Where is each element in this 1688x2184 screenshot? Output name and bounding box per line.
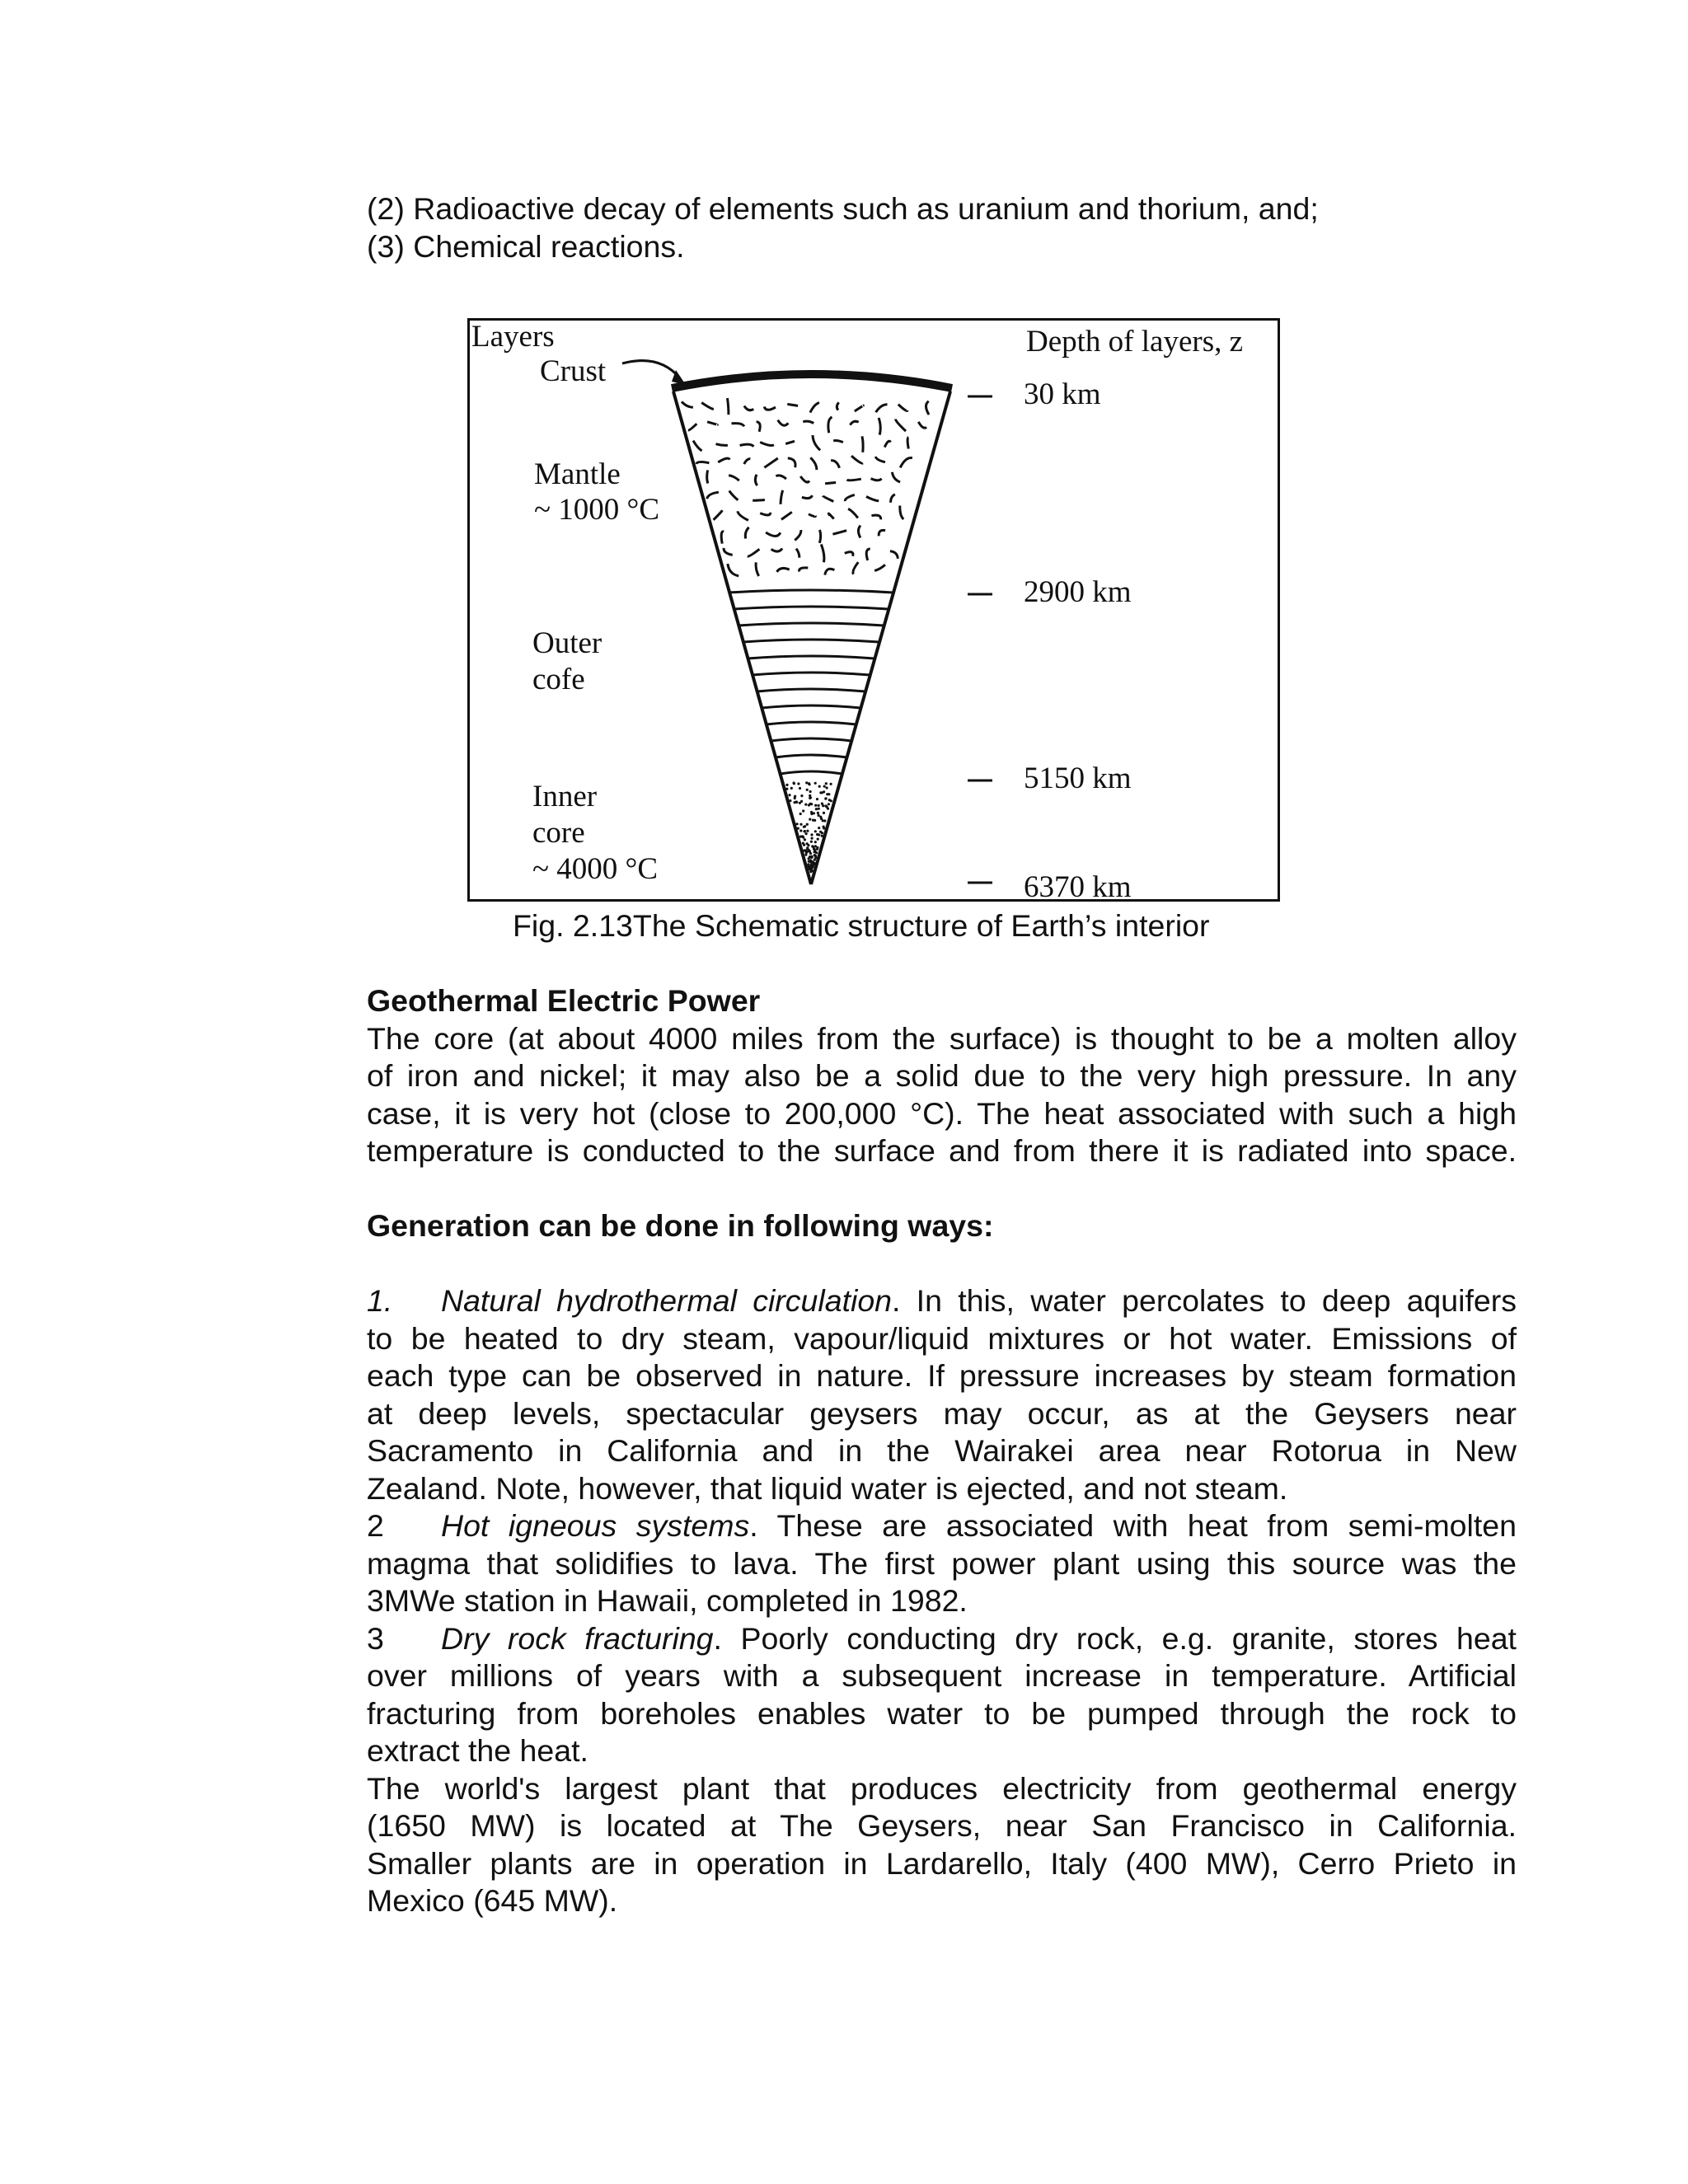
mantle-squiggle bbox=[764, 458, 777, 467]
item2-first-rest: . These are associated with heat from semi-molten bbox=[749, 1508, 1517, 1543]
inner-core-dot bbox=[810, 863, 813, 865]
inner-core-dot bbox=[823, 827, 825, 829]
inner-core-dot bbox=[814, 841, 817, 843]
inner-core-dot bbox=[794, 797, 796, 799]
cone-left-edge bbox=[673, 391, 811, 884]
inner-core-dot bbox=[814, 854, 816, 856]
item3-line-2: fracturing from boreholes enables water to be pumped through the rock to bbox=[367, 1695, 1517, 1731]
inner-core-dot bbox=[809, 803, 812, 805]
inner-core-dot bbox=[802, 842, 804, 845]
inner-core-dot bbox=[810, 841, 813, 843]
inner-core-dot bbox=[805, 851, 808, 854]
mantle-squiggle bbox=[833, 441, 843, 443]
inner-core-dot bbox=[799, 787, 801, 790]
mantle-squiggle bbox=[696, 462, 710, 463]
mantle-squiggle bbox=[831, 461, 839, 468]
depth-30: 30 km bbox=[1024, 377, 1101, 411]
mantle-squiggle bbox=[707, 422, 717, 425]
mantle-squiggle bbox=[771, 549, 783, 552]
mantle-squiggle bbox=[851, 456, 863, 463]
mantle-squiggle bbox=[744, 406, 753, 410]
mantle-squiggle bbox=[781, 490, 783, 504]
inner-core-dot bbox=[808, 857, 810, 860]
mantle-squiggle bbox=[813, 435, 820, 450]
depth-2900: 2900 km bbox=[1024, 575, 1132, 609]
inner-core-pattern bbox=[785, 781, 832, 873]
inner-core-dot bbox=[806, 789, 809, 791]
item1-first-line bbox=[367, 1282, 1517, 1320]
inner-core-dot bbox=[809, 794, 811, 797]
mantle-squiggle bbox=[855, 405, 864, 411]
mantle-squiggle bbox=[724, 548, 733, 555]
mantle-squiggle bbox=[871, 515, 880, 519]
mantle-squiggle bbox=[777, 568, 790, 571]
outer-core-label-1: Outer bbox=[532, 626, 603, 660]
outer-core-line bbox=[734, 607, 889, 609]
intro-line-1: (2) Radioactive decay of elements such as uranium and thorium, and; bbox=[367, 191, 1319, 226]
inner-core-dot bbox=[811, 845, 814, 847]
inner-core-dot bbox=[804, 804, 807, 806]
mantle-squiggle bbox=[900, 506, 904, 520]
item2-line-2: 3MWe station in Hawaii, completed in 1982. bbox=[367, 1583, 968, 1618]
mantle-squiggle bbox=[760, 513, 771, 515]
inner-core-dot bbox=[821, 832, 823, 834]
mantle-squiggle bbox=[707, 471, 708, 484]
inner-core-dot bbox=[818, 785, 821, 788]
section-generation-ways bbox=[367, 1207, 1517, 1920]
inner-core-dot bbox=[811, 856, 814, 859]
mantle-squiggle bbox=[847, 479, 861, 480]
outer-core-line bbox=[776, 755, 847, 757]
item3-first-rest: . Poorly conducting dry rock, e.g. granite, stores heat bbox=[713, 1620, 1517, 1656]
mantle-squiggle bbox=[753, 500, 765, 501]
section-geothermal-power bbox=[367, 982, 1517, 1170]
inner-core-dot bbox=[830, 783, 832, 785]
inner-core-dot bbox=[808, 782, 810, 785]
mantle-squiggle bbox=[890, 551, 898, 559]
inner-core-dot bbox=[785, 788, 788, 790]
inner-core-dot bbox=[809, 797, 811, 799]
inner-core-dot bbox=[821, 835, 823, 837]
mantle-squiggle bbox=[875, 457, 885, 462]
inner-core-dot bbox=[818, 804, 820, 807]
inner-core-dot bbox=[814, 804, 817, 807]
inner-core-dot bbox=[796, 823, 799, 825]
inner-core-dot bbox=[809, 868, 811, 870]
mantle-squiggle bbox=[810, 403, 819, 413]
mantle-squiggle bbox=[760, 443, 774, 446]
mantle-squiggle bbox=[832, 531, 846, 535]
mantle-squiggle bbox=[682, 401, 693, 407]
item3-line-3: extract the heat. bbox=[367, 1733, 588, 1768]
mantle-squiggle bbox=[837, 402, 838, 410]
item3-number: 3 bbox=[367, 1620, 384, 1656]
mantle-squiggle bbox=[892, 472, 900, 482]
mantle-squiggle bbox=[778, 420, 789, 426]
inner-core-temp-label: ~ 4000 °C bbox=[532, 852, 658, 886]
inner-core-dot bbox=[823, 819, 826, 822]
mantle-squiggle bbox=[918, 422, 926, 428]
mantle-squiggle bbox=[738, 511, 748, 520]
inner-core-dot bbox=[819, 816, 822, 818]
mantle-squiggle bbox=[688, 424, 696, 430]
section1-line-1: The core (at about 4000 miles from the surface) is thought to be a molten alloy bbox=[367, 1020, 1517, 1056]
mantle-squiggle bbox=[898, 405, 907, 411]
inner-core-dot bbox=[815, 808, 818, 810]
inner-core-dot bbox=[814, 851, 816, 853]
mantle-squiggle bbox=[740, 444, 754, 447]
inner-core-dot bbox=[814, 859, 816, 861]
inner-core-dot bbox=[803, 826, 805, 828]
mantle-squiggle bbox=[714, 510, 723, 520]
mantle-squiggle bbox=[718, 458, 729, 462]
mantle-squiggle bbox=[701, 403, 714, 410]
outer-core-line bbox=[757, 689, 865, 691]
mantle-squiggle bbox=[744, 459, 751, 464]
inner-core-dot bbox=[809, 818, 811, 821]
inner-core-dot bbox=[814, 819, 816, 822]
inner-core-dot bbox=[810, 811, 813, 813]
mantle-squiggle bbox=[785, 441, 795, 443]
crust-arrow bbox=[622, 361, 680, 378]
inner-core-dot bbox=[817, 838, 819, 841]
mantle-squiggle bbox=[728, 564, 738, 576]
mantle-squiggle bbox=[866, 549, 870, 560]
mantle-squiggle bbox=[776, 476, 786, 479]
crust-label: Crust bbox=[540, 354, 607, 388]
outer-core-line bbox=[767, 722, 856, 724]
inner-core-dot bbox=[785, 784, 788, 786]
crust-arc bbox=[672, 374, 952, 388]
mantle-squiggle bbox=[748, 549, 760, 556]
inner-core-dot bbox=[801, 835, 804, 837]
inner-core-dot bbox=[807, 863, 809, 865]
inner-core-dot bbox=[823, 785, 826, 788]
inner-core-dot bbox=[826, 786, 828, 789]
inner-core-dot bbox=[821, 803, 823, 805]
outer-core-line bbox=[748, 656, 874, 658]
inner-core-dot bbox=[828, 793, 830, 795]
mantle-squiggle bbox=[729, 491, 738, 500]
mantle-squiggle bbox=[756, 562, 759, 576]
mantle-squiggle bbox=[810, 457, 817, 470]
mantle-squiggle bbox=[729, 476, 739, 480]
mantle-squiggle bbox=[809, 514, 815, 517]
mantle-squiggle bbox=[732, 424, 744, 427]
mantle-squiggle bbox=[907, 438, 908, 449]
mantle-squiggle bbox=[871, 479, 882, 480]
mantle-squiggle bbox=[787, 404, 798, 405]
mantle-squiggle bbox=[795, 530, 801, 540]
mantle-squiggle bbox=[825, 483, 836, 484]
inner-core-dot bbox=[823, 790, 825, 793]
inner-core-dot bbox=[802, 809, 804, 812]
inner-core-dot bbox=[818, 808, 820, 810]
item1-line-5: Zealand. Note, however, that liquid water is ejected, and not steam. bbox=[367, 1470, 1288, 1506]
inner-core-dot bbox=[797, 782, 799, 785]
inner-core-dot bbox=[811, 837, 814, 840]
mantle-squiggle bbox=[862, 436, 863, 452]
mantle-squiggle bbox=[848, 509, 858, 518]
item1-line-1: to be heated to dry steam, vapour/liquid mixtures or hot water. Emissions of bbox=[367, 1320, 1517, 1356]
closing-line-1: The world's largest plant that produces electricity from geothermal energy bbox=[367, 1770, 1517, 1806]
inner-core-dot bbox=[804, 838, 806, 841]
mantle-squiggle bbox=[757, 422, 761, 432]
mantle-squiggle bbox=[866, 497, 879, 501]
mantle-squiggle bbox=[828, 513, 833, 518]
item1-line-2: each type can be observed in nature. If pressure increases by steam formation bbox=[367, 1358, 1517, 1393]
outer-core-line bbox=[743, 640, 879, 642]
inner-core-label-1: Inner bbox=[532, 780, 598, 813]
inner-core-dot bbox=[789, 799, 791, 802]
mantle-squiggle bbox=[896, 419, 907, 432]
mantle-squiggle bbox=[781, 512, 792, 519]
item2-first-line bbox=[367, 1507, 1517, 1545]
mantle-squiggle bbox=[745, 527, 748, 539]
outer-core-line bbox=[753, 673, 870, 675]
mantle-squiggle bbox=[926, 401, 929, 415]
inner-core-dot bbox=[810, 833, 813, 836]
inner-core-dot bbox=[793, 781, 795, 784]
section1-line-2: of iron and nickel; it may also be a solid due to the very high pressure. In any bbox=[367, 1058, 1517, 1093]
inner-core-dot bbox=[806, 846, 809, 849]
section1-line-3: case, it is very hot (close to 200,000 °C). The heat associated with such a high bbox=[367, 1095, 1517, 1131]
mantle-squiggle bbox=[821, 544, 824, 562]
earth-interior-figure bbox=[467, 318, 1280, 902]
mantle-squiggle bbox=[803, 421, 814, 423]
outer-core-line bbox=[729, 590, 893, 593]
inner-core-dot bbox=[825, 782, 828, 785]
inner-core-dot bbox=[799, 829, 802, 832]
mantle-squiggle bbox=[891, 494, 895, 503]
item2-title: Hot igneous systems bbox=[441, 1508, 750, 1543]
mantle-squiggle bbox=[693, 441, 702, 451]
intro-block bbox=[367, 190, 1517, 265]
item1-number: 1. bbox=[367, 1283, 393, 1318]
inner-core-dot bbox=[806, 842, 809, 845]
mantle-squiggle bbox=[755, 475, 757, 485]
mantle-squiggle bbox=[850, 421, 858, 424]
mantle-squiggle bbox=[879, 418, 880, 435]
mantle-squiggle bbox=[845, 494, 854, 501]
inner-core-dot bbox=[814, 830, 817, 832]
inner-core-dot bbox=[828, 799, 831, 801]
inner-core-label-2: core bbox=[532, 816, 585, 850]
closing-line-3: Smaller plants are in operation in Lardarello, Italy (400 MW), Cerro Prieto in bbox=[367, 1845, 1517, 1881]
mantle-squiggle bbox=[876, 405, 888, 413]
depth-5150: 5150 km bbox=[1024, 762, 1132, 795]
mantle-label: Mantle bbox=[534, 457, 621, 491]
mantle-squiggle bbox=[858, 526, 860, 538]
mantle-squiggle bbox=[845, 552, 853, 556]
inner-core-dot bbox=[805, 781, 808, 784]
depth-title: Depth of layers, z bbox=[1026, 325, 1244, 359]
inner-core-dot bbox=[826, 805, 828, 808]
inner-core-dot bbox=[806, 830, 809, 832]
mantle-squiggle bbox=[799, 568, 809, 572]
mantle-squiggle bbox=[721, 532, 724, 544]
figure-caption: Fig. 2.13The Schematic structure of Earth’s interior bbox=[513, 908, 1210, 943]
inner-core-dot bbox=[816, 848, 818, 851]
section2-heading: Generation can be done in following ways: bbox=[367, 1208, 994, 1243]
item1-line-4: Sacramento in California and in the Wairakei area near Rotorua in New bbox=[367, 1433, 1517, 1468]
section1-heading: Geothermal Electric Power bbox=[367, 983, 761, 1018]
depth-6370: 6370 km bbox=[1024, 870, 1132, 899]
inner-core-dot bbox=[804, 830, 806, 832]
inner-core-dot bbox=[806, 823, 809, 826]
layers-title: Layers bbox=[471, 320, 555, 354]
inner-core-dot bbox=[805, 832, 808, 835]
outer-core-line bbox=[780, 771, 842, 774]
mantle-squiggle bbox=[728, 398, 729, 415]
mantle-squiggle bbox=[796, 549, 799, 558]
item1-line-3: at deep levels, spectacular geysers may occur, as at the Geysers near bbox=[367, 1395, 1517, 1431]
inner-core-dot bbox=[823, 812, 825, 814]
inner-core-dot bbox=[799, 823, 802, 826]
mantle-squiggle bbox=[764, 407, 776, 410]
inner-core-dot bbox=[790, 787, 793, 790]
mantle-squiggle bbox=[825, 569, 835, 574]
inner-core-dot bbox=[818, 827, 820, 829]
item3-first-line bbox=[367, 1620, 1517, 1658]
mantle-squiggle bbox=[800, 476, 809, 482]
inner-core-dot bbox=[800, 794, 803, 797]
inner-core-dot bbox=[816, 798, 818, 800]
cone-right-edge bbox=[811, 391, 950, 884]
mantle-squiggle bbox=[884, 441, 890, 447]
mantle-squiggle bbox=[716, 444, 728, 446]
mantle-squiggle bbox=[879, 530, 885, 536]
inner-core-dot bbox=[795, 800, 798, 803]
mantle-squiggle bbox=[900, 458, 912, 468]
mantle-squiggle bbox=[828, 417, 832, 433]
mantle-temp-label: ~ 1000 °C bbox=[534, 493, 659, 527]
closing-line-2: (1650 MW) is located at The Geysers, near San Francisco in California. bbox=[367, 1808, 1517, 1843]
inner-core-dot bbox=[814, 782, 817, 785]
item2-number: 2 bbox=[367, 1508, 384, 1543]
outer-core-label-2: cofe bbox=[532, 663, 585, 696]
item3-line-1: over millions of years with a subsequent increase in temperature. Artificial bbox=[367, 1658, 1517, 1693]
mantle-squiggle bbox=[766, 532, 781, 536]
outer-core-line bbox=[762, 705, 860, 708]
mantle-squiggle bbox=[788, 458, 795, 467]
inner-core-dot bbox=[818, 814, 820, 817]
intro-line-2: (3) Chemical reactions. bbox=[367, 229, 685, 264]
inner-core-dot bbox=[809, 850, 811, 852]
item3-title: Dry rock fracturing bbox=[441, 1620, 714, 1656]
inner-core-dot bbox=[825, 797, 828, 799]
outer-core-line bbox=[771, 738, 851, 741]
item1-title: Natural hydrothermal circulation bbox=[441, 1283, 893, 1318]
closing-line-4: Mexico (645 MW). bbox=[367, 1883, 618, 1918]
inner-core-dot bbox=[817, 812, 819, 814]
inner-core-dot bbox=[814, 848, 816, 851]
mantle-squiggle bbox=[819, 530, 820, 543]
inner-core-dot bbox=[809, 790, 812, 793]
item2-line-1: magma that solidifies to lava. The first power plant using this source was the bbox=[367, 1545, 1517, 1581]
section1-line-4: temperature is conducted to the surface and from there it is radiated into space. bbox=[367, 1133, 1517, 1168]
inner-core-dot bbox=[788, 794, 790, 796]
item1-first-rest: . In this, water percolates to deep aquifers bbox=[892, 1283, 1517, 1318]
inner-core-dot bbox=[813, 862, 815, 865]
mantle-squiggle bbox=[823, 496, 833, 502]
mantle-squiggle bbox=[853, 562, 858, 574]
mantle-squiggle bbox=[802, 495, 813, 498]
inner-core-dot bbox=[828, 803, 830, 805]
inner-core-dot bbox=[799, 802, 801, 804]
mantle-squiggle bbox=[707, 492, 719, 499]
mantle-squiggle bbox=[874, 565, 885, 570]
inner-core-dot bbox=[818, 833, 820, 836]
inner-core-dot bbox=[799, 813, 802, 815]
inner-core-dot bbox=[797, 827, 799, 830]
outer-core-line bbox=[738, 623, 884, 626]
